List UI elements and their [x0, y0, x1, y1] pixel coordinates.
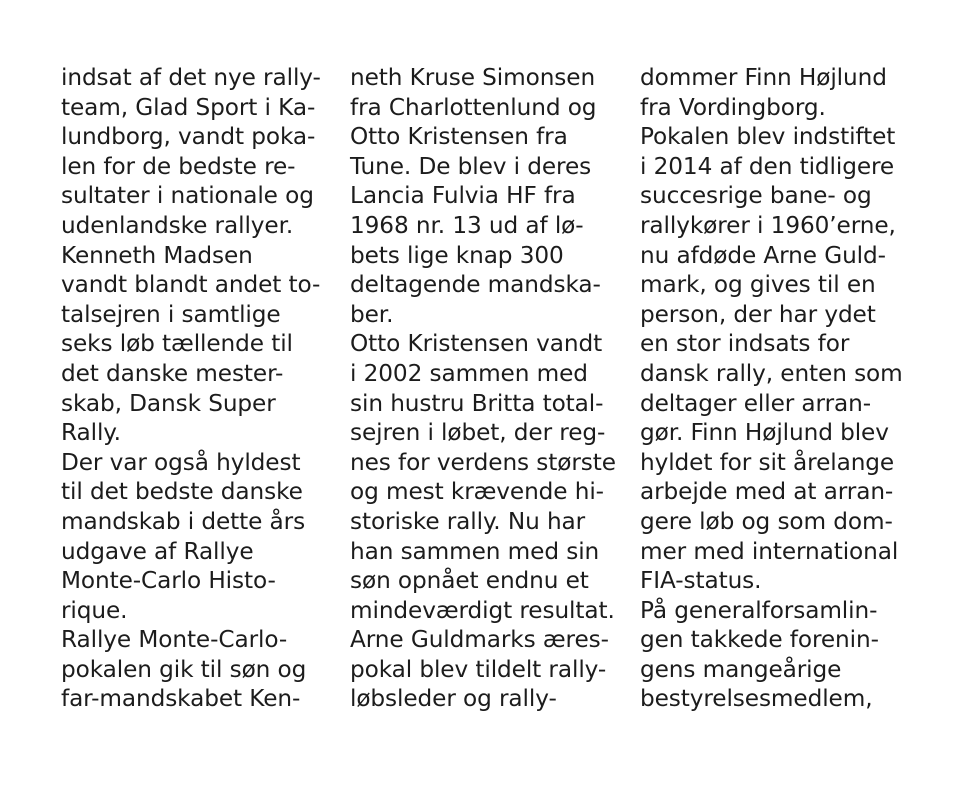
text-line: til det bedste danske — [61, 478, 303, 506]
text-line: fra Charlottenlund og — [350, 93, 597, 121]
text-line: seks løb tællende til — [61, 330, 293, 358]
text-line: gen takkede forenin- — [640, 626, 879, 654]
text-line: Der var også hyldest — [61, 448, 301, 476]
text-line: sultater i nationale og — [61, 182, 314, 210]
text-column-1 — [61, 63, 336, 714]
text-line: storiske rally. Nu har — [350, 507, 586, 535]
text-line: lundborg, vandt poka- — [61, 123, 316, 151]
text-line: person, der har ydet — [640, 300, 876, 328]
text-line: nes for verdens største — [350, 448, 616, 476]
text-line: mandskab i dette års — [61, 507, 306, 535]
text-line: bets lige knap 300 — [350, 241, 564, 269]
text-line: gere løb og som dom- — [640, 507, 893, 535]
text-line: bestyrelsesmedlem, — [640, 685, 873, 713]
text-line: vandt blandt andet to- — [61, 271, 321, 299]
text-line: løbsleder og rally- — [350, 685, 557, 713]
text-line: i 2002 sammen med — [350, 359, 588, 387]
text-line: mark, og gives til en — [640, 271, 876, 299]
text-line: dansk rally, enten som — [640, 359, 903, 387]
text-line: Kenneth Madsen — [61, 241, 253, 269]
text-line: deltagende mandska- — [350, 271, 601, 299]
text-line: fra Vordingborg. — [640, 93, 826, 121]
text-line: nu afdøde Arne Guld- — [640, 241, 886, 269]
text-line: Rally. — [61, 419, 121, 447]
text-line: gens mangeårige — [640, 655, 842, 683]
text-line: rique. — [61, 596, 128, 624]
text-line: Lancia Fulvia HF fra — [350, 182, 576, 210]
text-line: 1968 nr. 13 ud af lø- — [350, 211, 584, 239]
text-line: Otto Kristensen vandt — [350, 330, 603, 358]
text-line: mindeværdigt resultat. — [350, 596, 615, 624]
text-line: ber. — [350, 300, 394, 328]
text-line: skab, Dansk Super — [61, 389, 276, 417]
text-line: Rallye Monte-Carlo- — [61, 626, 288, 654]
text-line: dommer Finn Højlund — [640, 64, 887, 91]
text-line: udenlandske rallyer. — [61, 211, 294, 239]
text-line: sin hustru Britta total- — [350, 389, 604, 417]
text-line: team, Glad Sport i Ka- — [61, 93, 316, 121]
text-line: pokalen gik til søn og — [61, 655, 307, 683]
text-line: en stor indsats for — [640, 330, 850, 358]
text-line: han sammen med sin — [350, 537, 600, 565]
text-line: gør. Finn Højlund blev — [640, 419, 889, 447]
text-line: talsejren i samtlige — [61, 300, 281, 328]
text-line: arbejde med at arran- — [640, 478, 894, 506]
text-line: pokal blev tildelt rally- — [350, 655, 607, 683]
text-line: Pokalen blev indstiftet — [640, 123, 896, 151]
text-line: Arne Guldmarks æres- — [350, 626, 609, 654]
text-line: far-mandskabet Ken- — [61, 685, 301, 713]
text-line: FIA-status. — [640, 567, 762, 595]
text-line: i 2014 af den tidligere — [640, 152, 895, 180]
text-line: Tune. De blev i deres — [350, 152, 592, 180]
text-line: mer med international — [640, 537, 899, 565]
text-line: Otto Kristensen fra — [350, 123, 568, 151]
text-line: På generalforsamlin- — [640, 596, 878, 624]
text-line: sejren i løbet, der reg- — [350, 419, 606, 447]
text-line: indsat af det nye rally- — [61, 64, 321, 91]
text-line: rallykører i 1960’erne, — [640, 211, 896, 239]
text-line: hyldet for sit årelange — [640, 448, 895, 476]
text-line: neth Kruse Simonsen — [350, 64, 596, 91]
text-line: og mest krævende hi- — [350, 478, 604, 506]
text-column-2 — [350, 63, 625, 714]
text-line: succesrige bane- og — [640, 182, 872, 210]
text-line: søn opnået endnu et — [350, 567, 589, 595]
text-line: udgave af Rallye — [61, 537, 254, 565]
text-line: det danske mester- — [61, 359, 284, 387]
text-line: len for de bedste re- — [61, 152, 296, 180]
text-line: deltager eller arran- — [640, 389, 871, 417]
text-column-3 — [640, 63, 915, 714]
text-line: Monte-Carlo Histo- — [61, 567, 276, 595]
